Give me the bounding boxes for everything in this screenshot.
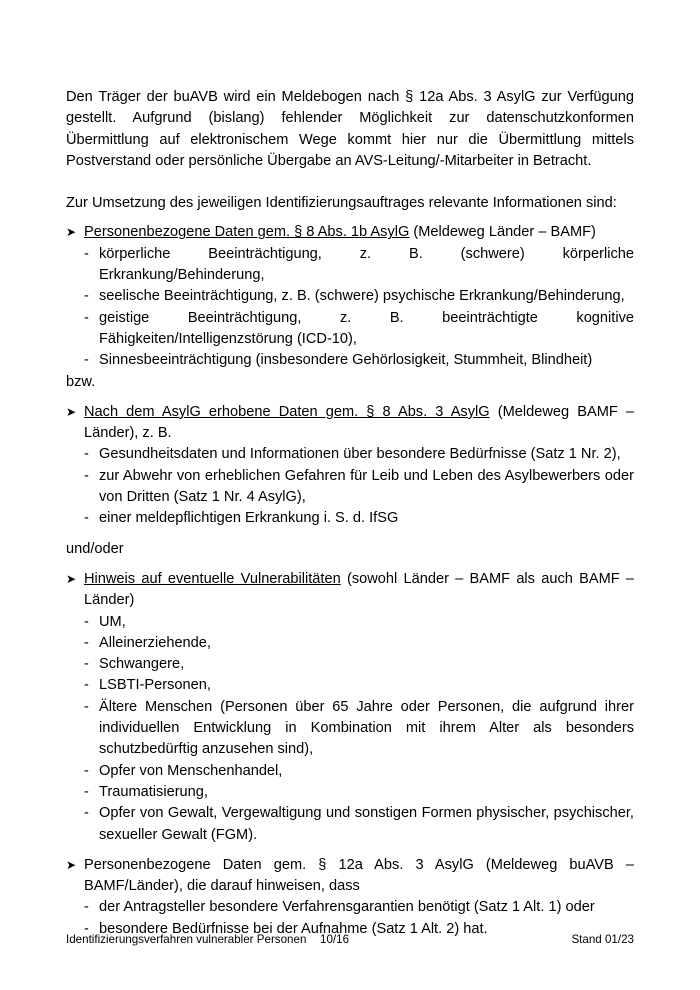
list-item (84, 782, 634, 803)
section-title (84, 855, 634, 898)
dash-icon: - (84, 510, 89, 527)
dash-list (84, 244, 634, 372)
list-item-text: Opfer von Gewalt, Vergewaltigung und sonstigen Formen physischer, psychischer, sexueller Gewalt (FGM). (99, 805, 634, 843)
list-item (84, 244, 634, 287)
footer-title: Identifizierungsverfahren vulnerabler Personen (66, 933, 307, 946)
dash-icon: - (84, 352, 89, 369)
section-title-rest: (Meldeweg BAMF – Länder), z. B. (84, 403, 634, 442)
dash-icon: - (84, 677, 89, 694)
list-item-text: Sinnesbeeinträchtigung (insbesondere Gehörlosigkeit, Stummheit, Blindheit) (99, 352, 593, 369)
section-personal-data-8-1b (66, 222, 634, 371)
list-item-text: einer meldepflichtigen Erkrankung i. S. d. IfSG (99, 510, 399, 527)
list-item-text: seelische Beeinträchtigung, z. B. (schwere) psychische Erkrankung/Behinderung, (99, 288, 625, 305)
list-item-text: besondere Bedürfnisse bei der Aufnahme (Satz 1 Alt. 2) hat. (99, 920, 488, 937)
dash-icon: - (84, 288, 89, 305)
document-page (66, 87, 634, 940)
footer-page-number: 10/16 (320, 933, 350, 946)
dash-icon: - (84, 309, 89, 326)
section-title (84, 402, 634, 445)
list-item-text: der Antragsteller besondere Verfahrensgarantien benötigt (Satz 1 Alt. 1) oder (99, 899, 595, 916)
list-item-text: geistige Beeinträchtigung, z. B. beeinträchtigte kognitive Fähigkeiten/Intelligenzstörung (ICD-10), (99, 309, 634, 347)
connector-text: und/oder (66, 540, 124, 557)
section-asylg-data-8-3 (66, 402, 634, 530)
list-item (84, 444, 634, 465)
list-item-text: Alleinerziehende, (99, 634, 211, 651)
list-item (84, 761, 634, 782)
dash-icon: - (84, 698, 89, 715)
arrow-bullet-icon: ➤ (66, 857, 77, 872)
dash-icon: - (84, 920, 89, 937)
dash-icon: - (84, 805, 89, 822)
list-item (84, 286, 634, 307)
list-item (84, 466, 634, 509)
list-item-text: UM, (99, 613, 126, 630)
list-item (84, 897, 634, 918)
arrow-bullet-icon: ➤ (66, 225, 77, 240)
lead-paragraph: Zur Umsetzung des jeweiligen Identifizierungsauftrages relevante Informationen sind: (66, 195, 617, 212)
dash-list (84, 444, 634, 529)
list-item-text: Ältere Menschen (Personen über 65 Jahre oder Personen, die aufgrund ihrer individuellen Entwicklung in Kombination mit ihrem Alter als besonders schutzbedürftig anzusehen sind), (99, 698, 634, 758)
section-title-underlined: Personenbezogene Daten gem. § 8 Abs. 1b AsylG (84, 224, 410, 241)
list-item (84, 803, 634, 846)
section-title-rest: (Meldeweg Länder – BAMF) (409, 224, 596, 241)
intro-paragraph: Den Träger der buAVB wird ein Meldebogen nach § 12a Abs. 3 AsylG zur Verfügung gestellt. Aufgrund (bislang) fehlender Möglichkeit zur datenschutzkonformen Übermittlung auf elektronischem Wege kommt hier nur die Übermittlung mittels Postverstand oder persönliche Übergabe an AVS-Leitung/-Mitarbeiter in Betracht. (66, 89, 634, 169)
section-personal-data-12a (66, 855, 634, 940)
dash-icon: - (84, 634, 89, 651)
list-item-text: zur Abwehr von erheblichen Gefahren für Leib und Leben des Asylbewerbers oder von Dritten (Satz 1 Nr. 4 AsylG), (99, 467, 634, 506)
section-vulnerabilities (66, 569, 634, 846)
section-title-underlined: Hinweis auf eventuelle Vulnerabilitäten (84, 570, 341, 587)
footer-date: Stand 01/23 (571, 933, 634, 946)
arrow-bullet-icon: ➤ (66, 571, 77, 586)
list-item (84, 308, 634, 351)
list-item (84, 675, 634, 696)
dash-icon: - (84, 762, 89, 779)
arrow-bullet-icon: ➤ (66, 404, 77, 419)
list-item-text: Gesundheitsdaten und Informationen über besondere Bedürfnisse (Satz 1 Nr. 2), (99, 446, 621, 463)
list-item-text: Schwangere, (99, 656, 185, 673)
list-item-text: körperliche Beeinträchtigung, z. B. (schwere) körperliche Erkrankung/Behinderung, (99, 245, 634, 284)
dash-list (84, 612, 634, 846)
list-item (84, 612, 634, 633)
dash-icon: - (84, 613, 89, 630)
list-item (84, 508, 634, 529)
section-title-rest: (sowohl Länder – BAMF als auch BAMF – Länder) (84, 570, 635, 609)
dash-icon: - (84, 446, 89, 463)
dash-icon: - (84, 245, 89, 262)
dash-icon: - (84, 899, 89, 916)
dash-icon: - (84, 783, 89, 800)
list-item (84, 350, 634, 371)
list-item-text: LSBTI-Personen, (99, 677, 211, 694)
section-title (84, 222, 634, 243)
dash-icon: - (84, 467, 89, 484)
list-item (84, 633, 634, 654)
connector-text: bzw. (66, 373, 96, 390)
section-title-underlined: Nach dem AsylG erhobene Daten gem. § 8 Abs. 3 AsylG (84, 403, 490, 420)
dash-icon: - (84, 656, 89, 673)
section-title-rest: Personenbezogene Daten gem. § 12a Abs. 3 AsylG (Meldeweg buAVB – BAMF/Länder), die darauf hinweisen, dass (84, 856, 634, 895)
list-item (84, 697, 634, 761)
list-item-text: Opfer von Menschenhandel, (99, 762, 283, 779)
list-item-text: Traumatisierung, (99, 783, 208, 800)
section-title (84, 569, 634, 612)
list-item (84, 654, 634, 675)
